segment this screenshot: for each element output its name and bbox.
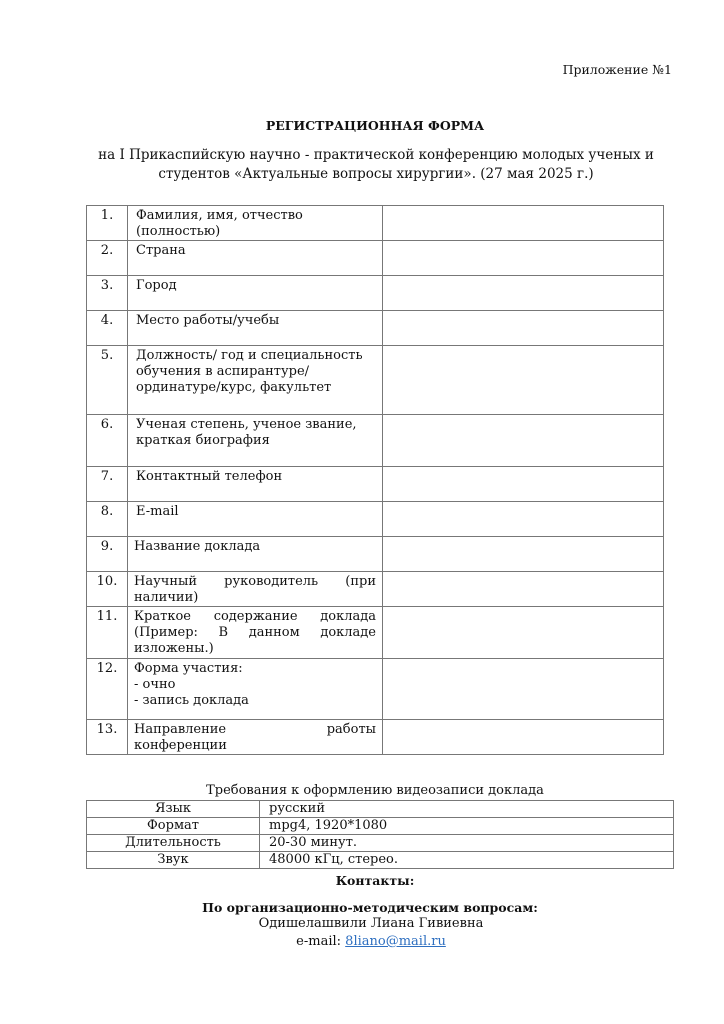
table-row	[87, 502, 664, 537]
field-label: Место работы/учебы	[128, 311, 383, 346]
contact-email-line	[0, 934, 724, 949]
requirement-value: 20-30 минут.	[260, 835, 674, 852]
field-label: E-mail	[128, 502, 383, 537]
field-value-cell[interactable]	[383, 607, 664, 659]
row-number: 2.	[87, 241, 128, 276]
field-label: Должность/ год и специальность обучения в аспирантуре/ординатуре/курс, факультет	[128, 346, 383, 415]
table-row	[87, 572, 664, 607]
table-row	[87, 311, 664, 346]
email-label: e-mail:	[296, 934, 346, 949]
row-number: 12.	[87, 659, 128, 720]
field-label: Научный руководитель (при наличии)	[128, 572, 383, 607]
field-label: Название доклада	[128, 537, 383, 572]
field-value-cell[interactable]	[383, 467, 664, 502]
table-row	[87, 801, 674, 818]
requirement-key: Звук	[87, 852, 260, 869]
field-value-cell[interactable]	[383, 346, 664, 415]
field-value-cell[interactable]	[383, 720, 664, 755]
table-row	[87, 241, 664, 276]
row-number: 7.	[87, 467, 128, 502]
org-questions-title: По организационно-методическим вопросам:	[202, 900, 538, 915]
field-value-cell[interactable]	[383, 276, 664, 311]
field-label: Форма участия: - очно - запись доклада	[128, 659, 383, 720]
table-row	[87, 467, 664, 502]
table-row	[87, 835, 674, 852]
field-label: Ученая степень, ученое звание, краткая биография	[128, 415, 383, 467]
email-link[interactable]: 8liano@mail.ru	[345, 934, 446, 949]
requirements-table	[86, 800, 674, 869]
row-number: 10.	[87, 572, 128, 607]
requirement-value: mpg4, 1920*1080	[260, 818, 674, 835]
requirement-value: русский	[260, 801, 674, 818]
row-number: 5.	[87, 346, 128, 415]
requirement-key: Длительность	[87, 835, 260, 852]
row-number: 6.	[87, 415, 128, 467]
field-value-cell[interactable]	[383, 206, 664, 241]
field-value-cell[interactable]	[383, 241, 664, 276]
table-row	[87, 852, 674, 869]
table-row	[87, 720, 664, 755]
field-value-cell[interactable]	[383, 502, 664, 537]
requirement-value: 48000 кГц, стерео.	[260, 852, 674, 869]
field-label: Страна	[128, 241, 383, 276]
appendix-label: Приложение №1	[562, 62, 672, 77]
requirement-key: Язык	[87, 801, 260, 818]
requirements-caption: Требования к оформлению видеозаписи доклада	[206, 783, 544, 798]
row-number: 4.	[87, 311, 128, 346]
row-number: 8.	[87, 502, 128, 537]
table-row	[87, 415, 664, 467]
contacts-title: Контакты:	[335, 873, 415, 888]
field-label: Контактный телефон	[128, 467, 383, 502]
field-value-cell[interactable]	[383, 659, 664, 720]
registration-table	[86, 205, 664, 755]
requirement-key: Формат	[87, 818, 260, 835]
field-label: Краткое содержание доклада (Пример: В данном докладе изложены.)	[128, 607, 383, 659]
field-value-cell[interactable]	[383, 572, 664, 607]
row-number: 13.	[87, 720, 128, 755]
row-number: 3.	[87, 276, 128, 311]
form-subtitle: на I Прикаспийскую научно - практической конференцию молодых ученых и студентов «Актуальные вопросы хирургии». (27 мая 2025 г.)	[98, 147, 654, 182]
field-label: Фамилия, имя, отчество (полностью)	[128, 206, 383, 241]
contact-person: Одишелашвили Лиана Гивиевна	[258, 916, 484, 931]
table-row	[87, 537, 664, 572]
row-number: 11.	[87, 607, 128, 659]
field-value-cell[interactable]	[383, 311, 664, 346]
field-label: Направление работы конференции	[128, 720, 383, 755]
field-label: Город	[128, 276, 383, 311]
table-row	[87, 659, 664, 720]
field-value-cell[interactable]	[383, 415, 664, 467]
table-row	[87, 818, 674, 835]
field-value-cell[interactable]	[383, 537, 664, 572]
row-number: 1.	[87, 206, 128, 241]
table-row	[87, 276, 664, 311]
form-title: РЕГИСТРАЦИОННАЯ ФОРМА	[265, 118, 485, 133]
table-row	[87, 607, 664, 659]
row-number: 9.	[87, 537, 128, 572]
table-row	[87, 206, 664, 241]
table-row	[87, 346, 664, 415]
